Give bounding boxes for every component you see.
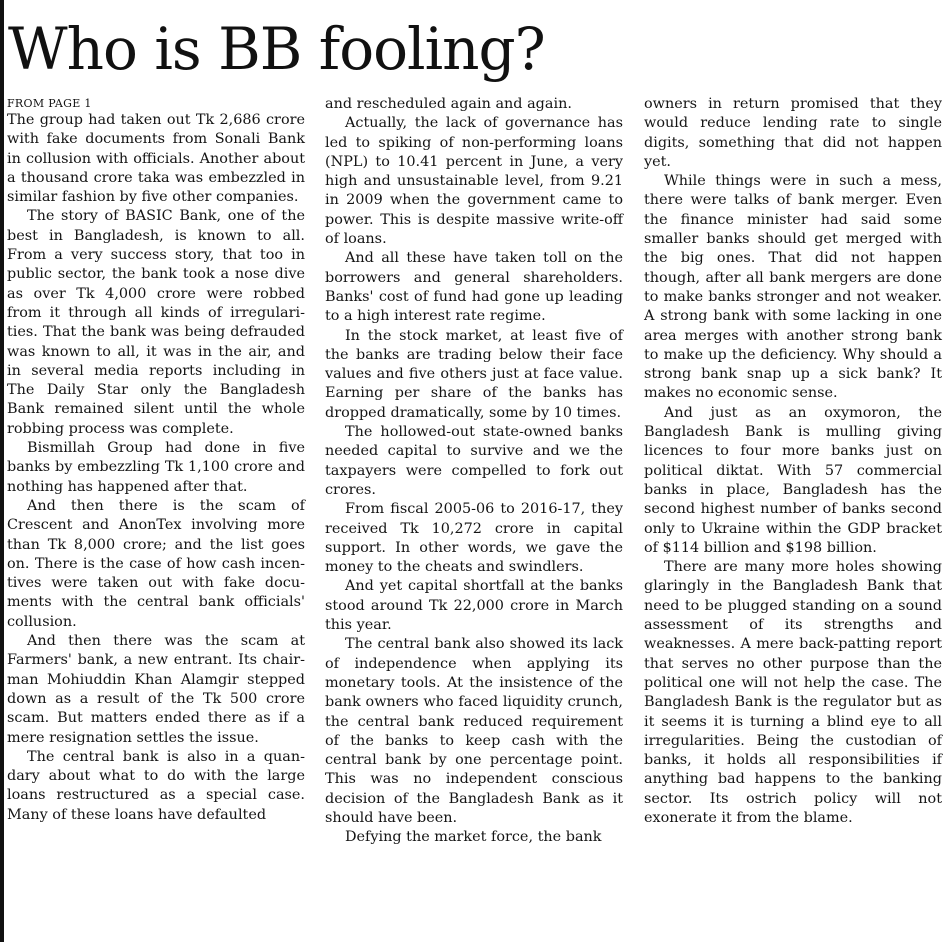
headline: Who is BB fooling? xyxy=(8,15,545,83)
article-column-2 xyxy=(325,95,623,848)
paragraph: In the stock market, at least five of the banks are trading below their face values and five others just at face value. Earning per share of the banks has dropped dramatically, some by 10 times. xyxy=(325,327,623,421)
paragraph: And all these have taken toll on the borrowers and general shareholders. Banks' cost of fund had gone up leading to a high interest rate regime. xyxy=(325,250,623,325)
paragraph: From fiscal 2005-06 to 2016-17, they received Tk 10,272 crore in capital support. In other words, we gave the money to the cheats and swindlers. xyxy=(325,501,623,576)
paragraph: And then there is the scam of Crescent and AnonTex involving more than Tk 8,000 crore; and the list goes on. There is the case of how cash incentives were taken out with fake documents with the central bank officials' collusion. xyxy=(7,497,305,630)
paragraph: Bismillah Group had done in five banks by embezzling Tk 1,100 crore and nothing has happened after that. xyxy=(7,440,305,495)
article-column-3 xyxy=(644,95,942,828)
paragraph: Defying the market force, the bank xyxy=(345,829,602,846)
article-column-1 xyxy=(7,95,305,825)
paragraph: The group had taken out Tk 2,686 crore with fake documents from Sonali Bank in collusion with officials. Another about a thousand crore taka was embezzled in similar fashion by five other companies. xyxy=(7,112,305,206)
paragraph: While things were in such a mess, there were talks of bank merger. Even the finance minister had said some smaller banks should get merged with the big ones. That did not happen though, after all bank mergers are done to make banks stronger and not weaker. A strong bank with some lacking in one area merges with another strong bank to make up the deficiency. Why should a strong bank snap up a sick bank? It makes no economic sense. xyxy=(644,173,942,402)
paragraph-continued: owners in return promised that they would reduce lending rate to single digits, something that did not happen yet. xyxy=(644,96,942,170)
paragraph: The central bank is also in a quandary about what to do with the large loans restructured as a special case. Many of these loans have defaulted xyxy=(7,748,305,823)
paragraph: Actually, the lack of governance has led to spiking of non-performing loans (NPL) to 10.41 percent in June, a very high and unsustainable level, from 9.21 in 2009 when the government came to power. This is despite massive write-off of loans. xyxy=(325,115,623,248)
paragraph: And yet capital shortfall at the banks stood around Tk 22,000 crore in March this year. xyxy=(325,578,623,634)
paragraph: And just as an oxymoron, the Bangladesh Bank is mulling giving licences to four more banks just on political diktat. With 57 commercial banks in place, Bangladesh has the second highest number of banks second only to Ukraine within the GDP bracket of $114 billion and $198 billion. xyxy=(644,404,942,556)
paragraph: There are many more holes showing glaringly in the Bangladesh Bank that need to be plugged standing on a sound assessment of its strengths and weaknesses. A mere back-patting report that serves no other purpose than the political one will not help the case. The Bangladesh Bank is the regulator but as it seems it is turning a blind eye to all irregularities. Being the custodian of banks, it holds all responsibilities if anything bad happens to the banking sector. Its ostrich policy will not exonerate it from the blame. xyxy=(644,559,942,826)
continued-from-kicker: FROM PAGE 1 xyxy=(7,97,92,110)
paragraph: The central bank also showed its lack of independence when applying its monetary tools. At the insistence of the bank owners who faced liquidity crunch, the central bank reduced requirement of the banks to keep cash with the central bank by one percentage point. This was no independent conscious decision of the Bangladesh Bank as it should have been. xyxy=(325,636,623,826)
paragraph: The hollowed-out state-owned banks needed capital to survive and we the taxpayers were compelled to fork out crores. xyxy=(325,424,623,498)
paragraph: And then there was the scam at Farmers' bank, a new entrant. Its chairman Mohiuddin Khan Alamgir stepped down as a result of the Tk 500 crore scam. But matters ended there as if a mere resignation settles the issue. xyxy=(7,633,305,746)
paragraph-continued: and rescheduled again and again. xyxy=(325,96,572,112)
left-column-rule xyxy=(0,0,4,942)
paragraph: The story of BASIC Bank, one of the best in Bangladesh, is known to all. From a very success story, that too in public sector, the bank took a nose dive as over Tk 4,000 crore were robbed from it through all kinds of irregularities. That the bank was being defrauded was known to all, it was in the air, and in several media reports including in The Daily Star only the Bangladesh Bank remained silent until the whole robbing process was complete. xyxy=(7,208,305,437)
